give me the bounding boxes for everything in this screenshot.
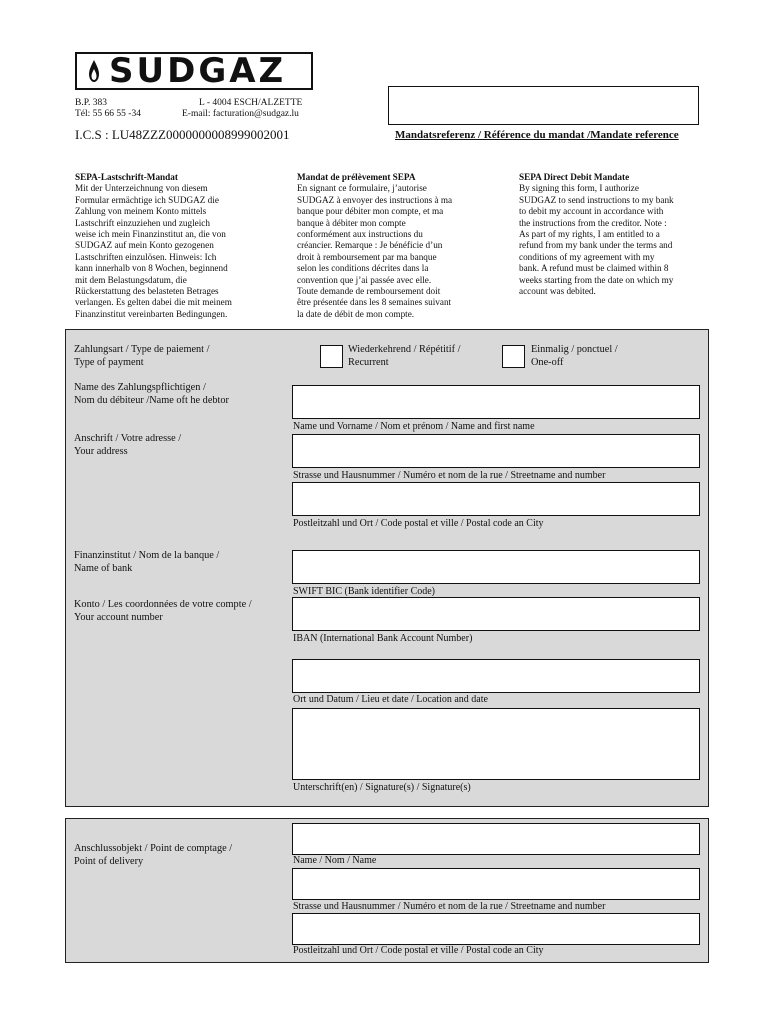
debtor-name-label: Name des Zahlungspflichtigen / Nom du débiteur /Name oft he debtor (74, 382, 229, 406)
address-label: Anschrift / Votre adresse / Your address (74, 433, 182, 457)
place-date-caption: Ort und Datum / Lieu et date / Location and date (293, 694, 488, 705)
text-line: Lastschrift einzuziehen und zugleich (75, 217, 210, 228)
column-english (519, 172, 704, 297)
text-line: droit à remboursement par ma banque (297, 251, 437, 262)
delivery-name-caption: Name / Nom / Name (293, 855, 377, 866)
text-line: By signing this form, I authorize (519, 183, 639, 194)
text-line: weeks starting from the date on which my (519, 274, 674, 285)
text-line: bank. A refund must be claimed within 8 (519, 263, 669, 274)
delivery-street-caption: Strasse und Hausnummer / Numéro et nom de la rue / Streetname and number (293, 901, 606, 912)
text-line: conditions of my agreement with my (519, 251, 655, 262)
payment-type-label: Zahlungsart / Type de paiement / Type of payment (74, 344, 210, 368)
delivery-street-input[interactable] (292, 868, 700, 900)
mandate-reference-field[interactable] (388, 86, 699, 125)
name-caption: Name und Vorname / Nom et prénom / Name and first name (293, 421, 535, 432)
text-line: Mit der Unterzeichnung von diesem (75, 183, 208, 194)
iban-caption: IBAN (International Bank Account Number) (293, 633, 473, 644)
text-line: selon les conditions décrites dans la (297, 263, 429, 274)
text-line: refund from my bank under the terms and (519, 240, 673, 251)
column-title: SEPA Direct Debit Mandate (519, 172, 630, 182)
column-title: Mandat de prélèvement SEPA (297, 172, 416, 182)
one-off-label: Einmalig / ponctuel / One-off (531, 344, 618, 368)
phone: Tél: 55 66 55 -34 (75, 109, 141, 119)
delivery-postal-caption: Postleitzahl und Ort / Code postal et ville / Postal code an City (293, 945, 544, 956)
column-german (75, 172, 260, 320)
delivery-point-label: Anschlussobjekt / Point de comptage / Point of delivery (74, 843, 233, 867)
street-input[interactable] (292, 434, 700, 468)
bank-name-label: Finanzinstitut / Nom de la banque / Name of bank (74, 550, 220, 574)
street-caption: Strasse und Hausnummer / Numéro et nom de la rue / Streetname and number (293, 470, 606, 481)
text-line: la date de débit de mon compte. (297, 308, 415, 319)
address-city: L - 4004 ESCH/ALZETTE (199, 98, 303, 108)
text-line: être présentée dans les 8 semaines suivant (297, 297, 452, 308)
text-line: Toute demande de remboursement doit (297, 286, 441, 297)
delivery-postal-input[interactable] (292, 913, 700, 945)
column-title: SEPA-Lastschrift-Mandat (75, 172, 178, 182)
postal-caption: Postleitzahl und Ort / Code postal et ville / Postal code an City (293, 518, 544, 529)
logo-text: SUDGAZ (109, 51, 287, 91)
account-label: Konto / Les coordonnées de votre compte / Your account number (74, 599, 252, 623)
one-off-checkbox[interactable] (502, 345, 525, 368)
text-line: En signant ce formulaire, j’autorise (297, 183, 427, 194)
text-line: the instructions from the creditor. Note : (519, 217, 667, 228)
swift-caption: SWIFT BIC (Bank identifier Code) (293, 586, 436, 597)
text-line: verlangen. Es gelten dabei die mit meinem (75, 297, 232, 308)
text-line: créancier. Remarque : Je bénéficie d’un (297, 240, 443, 251)
column-french (297, 172, 482, 320)
text-line: SUDGAZ to send instructions to my bank (519, 194, 674, 205)
text-line: Formular ermächtige ich SUDGAZ die (75, 194, 219, 205)
signature-input[interactable] (292, 708, 700, 780)
text-line: convention que j’ai passée avec elle. (297, 274, 432, 285)
swift-input[interactable] (292, 550, 700, 584)
mandate-reference-label: Mandatsreferenz / Référence du mandat /Mandate reference (395, 129, 679, 141)
text-line: weise ich mein Finanzinstitut an, die von (75, 229, 226, 240)
delivery-name-input[interactable] (292, 823, 700, 855)
address-po-box: B.P. 383 (75, 98, 107, 108)
email: E-mail: facturation@sudgaz.lu (182, 109, 299, 119)
text-line: Lastschriften einzulösen. Hinweis: Ich (75, 251, 217, 262)
iban-input[interactable] (292, 597, 700, 631)
text-line: mit dem Belastungsdatum, die (75, 274, 187, 285)
sudgaz-logo (75, 52, 313, 90)
text-line: banque à débiter mon compte (297, 217, 406, 228)
ics-number: I.C.S : LU48ZZZ0000000008999002001 (75, 127, 290, 142)
text-line: conformément aux instructions du (297, 229, 423, 240)
text-line: kann innerhalb von 8 Wochen, beginnend (75, 263, 228, 274)
text-line: As part of my rights, I am entitled to a (519, 229, 660, 240)
text-line: SUDGAZ auf mein Konto gezogenen (75, 240, 214, 251)
text-line: banque pour débiter mon compte, et ma (297, 206, 444, 217)
text-line: account was debited. (519, 286, 596, 297)
text-line: to debit my account in accordance with (519, 206, 664, 217)
text-line: Zahlung von meinem Konto mittels (75, 206, 207, 217)
recurrent-label: Wiederkehrend / Répétitif / Recurrent (348, 344, 461, 368)
text-line: SUDGAZ à envoyer des instructions à ma (297, 194, 453, 205)
debtor-name-input[interactable] (292, 385, 700, 419)
text-line: Rückerstattung des belasteten Betrages (75, 286, 219, 297)
flame-icon (83, 56, 105, 86)
recurrent-checkbox[interactable] (320, 345, 343, 368)
text-line: Finanzinstitut vereinbarten Bedingungen. (75, 308, 228, 319)
place-date-input[interactable] (292, 659, 700, 693)
signature-caption: Unterschrift(en) / Signature(s) / Signature(s) (293, 782, 471, 793)
postal-city-input[interactable] (292, 482, 700, 516)
